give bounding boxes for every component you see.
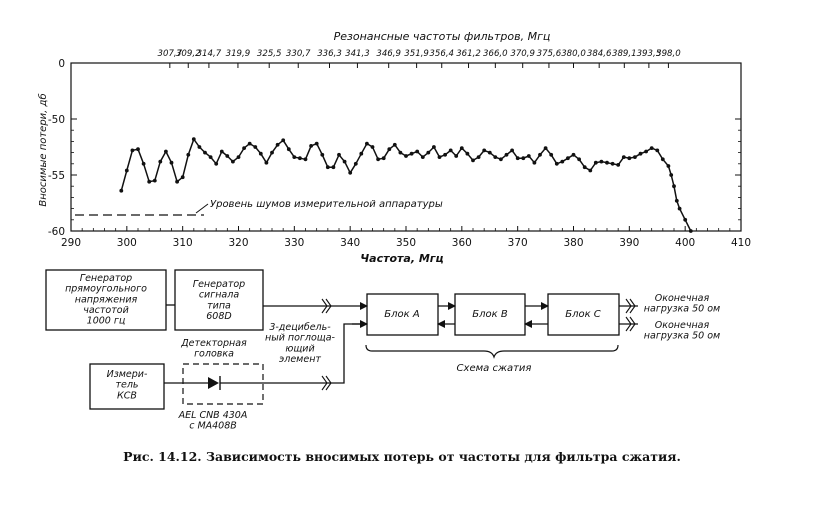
data-point [421, 155, 425, 159]
data-point [136, 147, 140, 151]
data-point [198, 145, 202, 149]
load-2-label: Оконечная нагрузка 50 ом [643, 320, 721, 342]
detector-head-label: Детекторная головка [181, 338, 247, 360]
x-tick-label: 310 [172, 237, 193, 249]
data-point [583, 165, 587, 169]
top-tick-label: 375,6 [536, 49, 562, 59]
data-point [382, 156, 386, 160]
data-point [276, 143, 280, 147]
top-tick-label: 346,9 [376, 49, 401, 59]
block-a-label: Блок А [384, 309, 420, 320]
data-point [678, 207, 682, 211]
block-diagram [46, 270, 720, 432]
top-tick-label: 309,2 [175, 49, 201, 59]
data-point [304, 157, 308, 161]
x-tick-label: 400 [675, 237, 696, 249]
y-tick-label: 0 [58, 58, 65, 70]
data-point [175, 180, 179, 184]
insertion-loss-chart [37, 30, 751, 265]
data-point [209, 155, 213, 159]
data-point [538, 153, 542, 157]
data-point [131, 149, 135, 153]
data-point [499, 157, 503, 161]
x-tick-label: 390 [619, 237, 640, 249]
data-point [281, 138, 285, 142]
top-tick-label: 389,1 [612, 49, 637, 59]
top-tick-label: 393,5 [636, 49, 662, 59]
data-point [348, 171, 352, 175]
data-point [214, 162, 218, 166]
data-point [521, 156, 525, 160]
data-point [125, 169, 129, 173]
data-point [287, 147, 291, 151]
scheme-brace [366, 345, 618, 357]
data-point [298, 156, 302, 160]
data-point [181, 175, 185, 179]
data-point [404, 154, 408, 158]
data-point [158, 160, 162, 164]
top-axis-ticks [158, 49, 682, 68]
data-point [443, 153, 447, 157]
data-point [142, 162, 146, 166]
top-tick-label: 356,4 [429, 49, 455, 59]
data-point [449, 149, 453, 153]
x-tick-label: 330 [284, 237, 305, 249]
data-point [639, 152, 643, 156]
data-point [376, 157, 380, 161]
data-point [265, 161, 269, 165]
detector-model-label: AEL CNB 430A с MA408B [178, 410, 248, 432]
signal-generator-label: Генератор сигнала типа 608D [192, 279, 246, 322]
data-point [326, 165, 330, 169]
data-point [415, 150, 419, 154]
data-point [309, 144, 313, 148]
x-tick-label: 370 [507, 237, 528, 249]
x-tick-label: 300 [116, 237, 137, 249]
data-point [560, 160, 564, 164]
data-point [192, 137, 196, 141]
top-tick-label: 351,9 [404, 49, 429, 59]
figure-caption: Рис. 14.12. Зависимость вносимых потерь от частоты для фильтра сжатия. [123, 449, 681, 464]
diode-symbol [208, 377, 219, 389]
data-point [203, 151, 207, 155]
data-point [555, 162, 559, 166]
data-point [153, 179, 157, 183]
data-point [237, 155, 241, 159]
data-point [549, 153, 553, 157]
swr-meter-label: Измери-тель КСВ [106, 369, 148, 402]
data-point [655, 149, 659, 153]
data-point [337, 153, 341, 157]
data-point [387, 147, 391, 151]
data-point [220, 150, 224, 154]
top-tick-label: 398,0 [656, 49, 681, 59]
data-point [186, 153, 190, 157]
data-point [488, 151, 492, 155]
y-tick-label: -55 [47, 170, 65, 182]
data-point [516, 156, 520, 160]
y-axis-label: Вносимые потери, дб [38, 93, 49, 207]
data-point [248, 142, 252, 146]
data-point [147, 180, 151, 184]
top-tick-label: 341,3 [345, 49, 370, 59]
data-point [365, 142, 369, 146]
attenuator-label: 3-децибель-ный поглоща-ющий элемент [264, 322, 336, 365]
data-point [460, 146, 464, 150]
data-point [225, 154, 229, 158]
data-point [320, 153, 324, 157]
y-tick-label: -50 [47, 114, 65, 126]
data-point [605, 161, 609, 165]
data-point [661, 157, 665, 161]
data-point [354, 162, 358, 166]
data-point [493, 155, 497, 159]
x-axis-label: Частота, Мгц [360, 252, 444, 265]
x-tick-label: 350 [395, 237, 417, 249]
data-point [672, 184, 676, 188]
data-point [454, 154, 458, 158]
data-point [253, 145, 257, 149]
data-point [343, 160, 347, 164]
top-tick-label: 330,7 [285, 49, 311, 59]
data-point [466, 152, 470, 156]
data-point [611, 162, 615, 166]
data-point [622, 155, 626, 159]
data-point [426, 151, 430, 155]
detector-head [183, 364, 263, 404]
top-tick-label: 370,9 [510, 49, 535, 59]
data-point [410, 152, 414, 156]
data-point [675, 199, 679, 203]
data-point [315, 142, 319, 146]
top-tick-label: 319,9 [225, 49, 251, 59]
block-b-label: Блок В [472, 309, 508, 320]
x-tick-label: 290 [60, 237, 82, 249]
block-c-label: Блок С [565, 309, 601, 320]
scheme-label: Схема сжатия [456, 363, 532, 374]
data-point [332, 165, 336, 169]
data-point [399, 151, 403, 155]
data-point [544, 146, 548, 150]
data-point [477, 155, 481, 159]
data-point [242, 146, 246, 150]
data-point [683, 218, 687, 222]
data-point [292, 155, 296, 159]
chart-title: Резонансные частоты фильтров, Мгц [333, 30, 551, 43]
data-point [471, 159, 475, 163]
data-point [588, 169, 592, 173]
noise-level-leader [196, 204, 208, 213]
top-tick-label: 384,6 [586, 49, 612, 59]
data-point [432, 145, 436, 149]
data-point [600, 160, 604, 164]
data-point [633, 155, 637, 159]
data-point [572, 153, 576, 157]
data-point [505, 153, 509, 157]
data-point [371, 145, 375, 149]
x-tick-label: 380 [563, 237, 584, 249]
x-axis-ticks [61, 226, 751, 249]
y-tick-label: -60 [47, 226, 65, 238]
data-point [359, 152, 363, 156]
x-tick-label: 360 [451, 237, 472, 249]
data-point [650, 146, 654, 150]
data-point [577, 157, 581, 161]
series-insertion-loss [119, 137, 692, 233]
data-point [689, 229, 693, 233]
x-tick-label: 410 [730, 237, 752, 249]
data-point [533, 161, 537, 165]
x-tick-label: 340 [340, 237, 361, 249]
x-tick-label: 320 [228, 237, 249, 249]
data-point [644, 150, 648, 154]
top-tick-label: 361,2 [456, 49, 481, 59]
top-tick-label: 336,3 [317, 49, 342, 59]
square-wave-generator-label: Генератор прямоугольного напряжения частотой 1000 гц [65, 273, 147, 327]
load-1-label: Оконечная нагрузка 50 ом [643, 293, 721, 315]
top-tick-label: 314,7 [196, 49, 222, 59]
data-point [482, 149, 486, 153]
data-point [231, 160, 235, 164]
top-tick-label: 307,7 [157, 49, 183, 59]
data-point [270, 151, 274, 155]
data-point [170, 161, 174, 165]
data-point [616, 163, 620, 167]
data-point [594, 161, 598, 165]
data-point [527, 154, 531, 158]
data-point [566, 156, 570, 160]
data-point [164, 150, 168, 154]
data-point [510, 149, 514, 153]
data-point [667, 164, 671, 168]
data-point [438, 155, 442, 159]
data-point [259, 152, 263, 156]
y-axis-ticks [48, 58, 741, 238]
top-tick-label: 366,0 [483, 49, 508, 59]
noise-level-label: Уровень шумов измерительной аппаратуры [210, 199, 443, 210]
data-point [393, 143, 397, 147]
data-point [627, 156, 631, 160]
top-tick-label: 325,5 [256, 49, 282, 59]
data-point [669, 173, 673, 177]
data-point [119, 189, 123, 193]
top-tick-label: 380,0 [561, 49, 586, 59]
